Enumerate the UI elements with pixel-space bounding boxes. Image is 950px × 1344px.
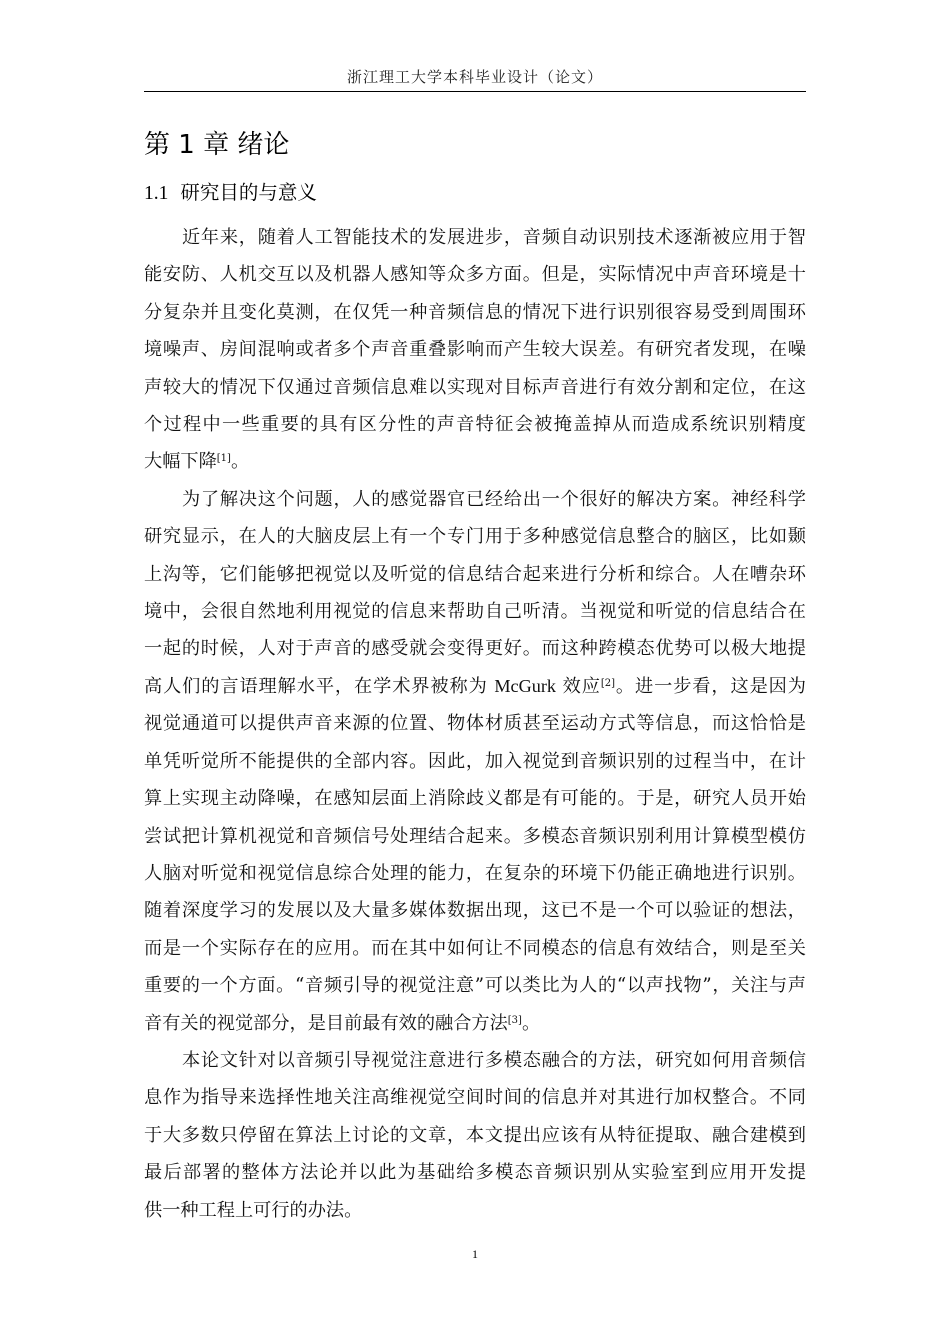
text-line: 本论文针对以音频引导视觉注意进行多模态融合的方法，研究如何用音频信 — [182, 1049, 806, 1071]
text-run: 音有关的视觉部分，是目前最有效的融合方法 — [144, 1012, 508, 1034]
section-heading — [144, 177, 317, 205]
chapter-title: 第 1 章 绪论 — [144, 130, 290, 160]
page-number: 1 — [472, 1247, 478, 1261]
text-line — [144, 1005, 806, 1042]
running-header: 浙江理工大学本科毕业设计（论文） — [346, 68, 603, 86]
header-rule — [144, 91, 806, 92]
paragraph-3 — [144, 1042, 806, 1229]
text-line: 近年来，随着人工智能技术的发展进步，音频自动识别技术逐渐被应用于智 — [182, 227, 806, 248]
text-line: 息作为指导来选择性地关注高维视觉空间时间的信息并对其进行加权整合。不同 — [144, 1087, 806, 1109]
text-line: 单凭听觉所不能提供的全部内容。因此，加入视觉到音频识别的过程当中，在计 — [144, 750, 806, 772]
text-line: 尝试把计算机视觉和音频信号处理结合起来。多模态音频识别利用计算模型模仿 — [144, 825, 806, 847]
text-run: 。进一步看，这是因为 — [615, 675, 806, 697]
text-line — [144, 668, 806, 705]
text-line: 声较大的情况下仅通过音频信息难以实现对目标声音进行有效分割和定位，在这 — [144, 376, 806, 398]
paragraph-1 — [144, 219, 806, 481]
text-line: 算上实现主动降噪，在感知层面上消除歧义都是有可能的。于是，研究人员开始 — [144, 788, 806, 810]
text-line: 视觉通道可以提供声音来源的位置、物体材质甚至运动方式等信息，而这恰恰是 — [144, 713, 806, 735]
section-number: 1.1 — [144, 183, 169, 204]
text-line: 最后部署的整体方法论并以此为基础给多模态音频识别从实验室到应用开发提 — [144, 1162, 806, 1184]
text-line: 供一种工程上可行的办法。 — [144, 1199, 363, 1221]
text-run-latin: McGurk — [494, 675, 556, 696]
text-line: 分复杂并且变化莫测，在仅凭一种音频信息的情况下进行识别很容易受到周围环 — [144, 301, 806, 323]
text-line: 境中，会很自然地利用视觉的信息来帮助自己听清。当视觉和听觉的信息结合在 — [144, 601, 806, 623]
citation-ref: [2] — [600, 677, 616, 689]
text-run: 效应 — [555, 675, 601, 697]
text-line: 境噪声、房间混响或者多个声音重叠影响而产生较大误差。有研究者发现，在噪 — [144, 339, 806, 361]
text-line: 重要的一个方面。“音频引导的视觉注意”可以类比为人的“以声找物”，关注与声 — [144, 975, 806, 997]
text-run: 。 — [521, 1012, 541, 1034]
section-title: 研究目的与意义 — [180, 181, 317, 204]
text-line — [144, 443, 806, 480]
citation-ref: [3] — [507, 1014, 522, 1026]
text-line: 于大多数只停留在算法上讨论的文章，本文提出应该有从特征提取、融合建模到 — [144, 1124, 806, 1146]
paragraph-2 — [144, 481, 806, 1042]
text-line: 能安防、人机交互以及机器人感知等众多方面。但是，实际情况中声音环境是十 — [144, 264, 806, 286]
text-line: 个过程中一些重要的具有区分性的声音特征会被掩盖掉从而造成系统识别精度 — [144, 414, 806, 436]
text-run: 。 — [230, 451, 250, 473]
citation-ref: [1] — [216, 453, 231, 465]
text-line: 而是一个实际存在的应用。而在其中如何让不同模态的信息有效结合，则是至关 — [144, 937, 806, 959]
text-line: 随着深度学习的发展以及大量多媒体数据出现，这已不是一个可以验证的想法， — [144, 900, 806, 922]
body-text — [144, 219, 806, 1229]
text-run: 高人们的言语理解水平，在学术界被称为 — [144, 675, 495, 697]
text-line: 上沟等，它们能够把视觉以及听觉的信息结合起来进行分析和综合。人在嘈杂环 — [144, 563, 806, 585]
text-line: 人脑对听觉和视觉信息综合处理的能力，在复杂的环境下仍能正确地进行识别。 — [144, 862, 806, 884]
text-line: 一起的时候，人对于声音的感受就会变得更好。而这种跨模态优势可以极大地提 — [144, 638, 806, 660]
text-run: 大幅下降 — [144, 451, 217, 473]
text-line: 为了解决这个问题，人的感觉器官已经给出一个很好的解决方案。神经科学 — [182, 488, 806, 510]
text-line: 研究显示，在人的大脑皮层上有一个专门用于多种感觉信息整合的脑区，比如颞 — [144, 526, 806, 548]
